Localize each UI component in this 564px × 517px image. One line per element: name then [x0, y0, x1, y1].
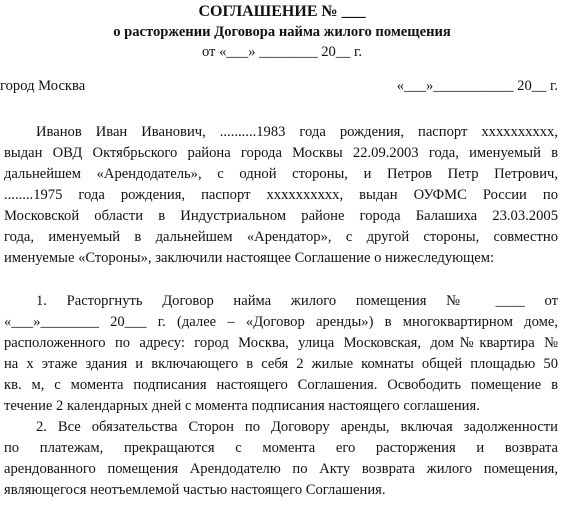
clause-line: на х этаже здания и включающего в себя 2 жилые комнаты общей площадью 50 — [4, 356, 558, 372]
preamble-line: Иванов Иван Иванович, ..........1983 года рождения, паспорт хххххххххх, — [36, 124, 558, 140]
clause-line: кв. м, с момента подписания настоящего Соглашения. Освободить помещение в — [4, 377, 558, 393]
preamble-line: именуемые «Стороны», заключили настоящее Соглашение о нижеследующем: — [4, 250, 495, 266]
preamble-line: ........1975 года рождения, паспорт хххххххххх, выдан ОУФМС России по — [4, 187, 558, 203]
clause-line: «___»________ 20___ г. (далее – «Договор аренды») в многоквартирном доме, — [4, 314, 558, 330]
preamble-line: года, именуемый в дальнейшем «Арендатор», с другой стороны, совместно — [4, 229, 558, 245]
clause-line: течение 2 календарных дней с момента подписания настоящего соглашения. — [4, 398, 480, 414]
city-name: город Москва — [0, 78, 86, 94]
preamble-line: Московской области в Индустриальном районе города Балашиха 23.03.2005 — [4, 208, 558, 224]
document-title: СОГЛАШЕНИЕ № ___ — [198, 3, 366, 20]
clause-line: являющегося неотъемлемой частью настоящего Соглашения. — [4, 482, 386, 498]
document-subtitle: о расторжении Договора найма жилого помещения — [113, 24, 451, 40]
clause-line: расположенного по адресу: город Москва, улица Московская, дом№квартира № — [4, 335, 558, 351]
clause-line: арендованного помещения Арендодателю по Акту возврата жилого помещения, — [4, 461, 558, 477]
city-date-row — [0, 76, 564, 96]
preamble-line: дальнейшем «Арендодатель», с одной стороны, и Петров Петр Петрович, — [4, 166, 558, 182]
document-date-line: от «___» ________ 20__ г. — [201, 44, 363, 60]
preamble-line: выдан ОВД Октябрьского района города Москвы 22.09.2003 года, именуемый в — [4, 145, 558, 161]
clause-line: по платежам, прекращаются с момента его расторжения и возврата — [4, 440, 558, 456]
clause-line: 2. Все обязательства Сторон по Договору аренды, включая задолженности — [36, 419, 558, 435]
clause-line: 1. Расторгнуть Договор найма жилого помещения № ____ от — [36, 293, 558, 309]
agreement-date: «___»___________ 20__ г. — [396, 78, 558, 94]
